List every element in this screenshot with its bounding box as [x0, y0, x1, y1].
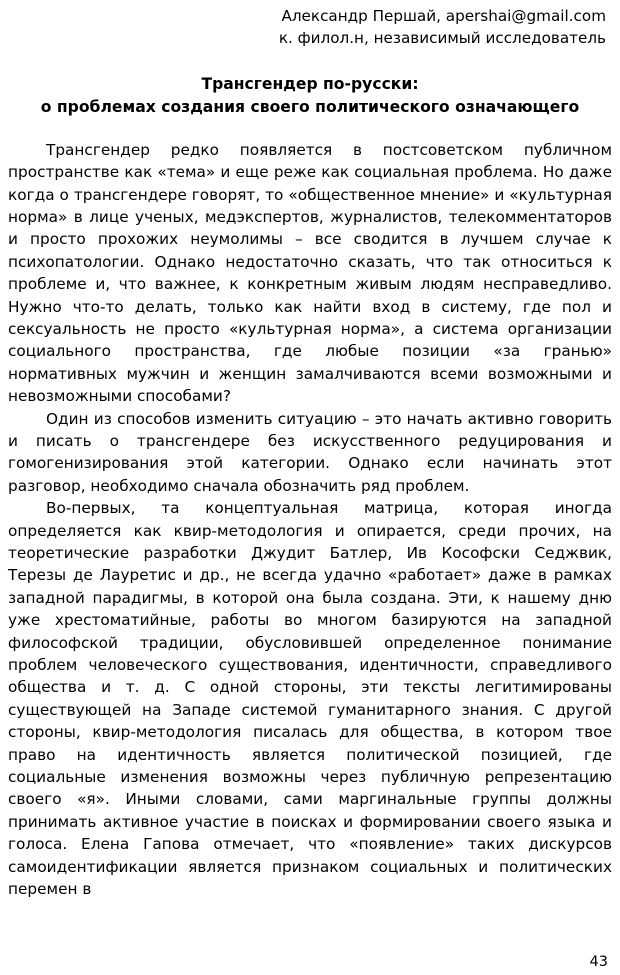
page-title	[0, 73, 620, 119]
author-block	[0, 0, 620, 49]
body-text	[0, 139, 620, 901]
paragraph: Во-первых, та концептуальная матрица, которая иногда определяется как квир-методология и опирается, среди прочих, на теоретические разработки Джудит Батлер, Ив Кософски Седжвик, Терезы де Лауретис и др., не всегда удачно «работает» даже в рамках западной парадигмы, в которой она была создана. Эти, к нашему дню уже хрестоматийные, работы во многом базируются на западной философской традиции, обусловившей определенное понимание проблем человеческого существования, идентичности, справедливого общества и т. д. С одной стороны, эти тексты легитимированы существующей на Западе системой гуманитарного знания. С другой стороны, квир-методология писалась для общества, в котором твое право на идентичность является политической позицией, где социальные изменения возможны через публичную репрезентацию своего «я». Иными словами, сами маргинальные группы должны принимать активное участие в поисках и формировании своего языка и голоса. Елена Гапова отмечает, что «появление» таких дискурсов самоидентификации является признаком социальных и политических перемен в	[8, 499, 612, 899]
paragraph: Один из способов изменить ситуацию – это начать активно говорить и писать о трансгендере без искусственного редуцирования и гомогенизирования этой категории. Однако если начинать этот разговор, необходимо сначала обозначить ряд проблем.	[8, 409, 612, 495]
author-name-email: Александр Першай, apershai@gmail.com	[281, 7, 606, 25]
author-affiliation: к. филол.н, независимый исследователь	[278, 28, 606, 47]
paragraph: Трансгендер редко появляется в постсоветском публичном пространстве как «тема» и еще реже как социальная проблема. Но даже когда о трансгендере говорят, то «общественное мнение» и «культурная норма» в лице ученых, медэкспертов, журналистов, телекомментаторов и просто прохожих неумолимы – все сводится в лучшем случае к психопатологии. Однако недостаточно сказать, что так относиться к проблеме и, что важнее, к конкретным живым людям несправедливо. Нужно что-то делать, только как найти вход в систему, где пол и сексуальность не просто «культурная норма», а система организации социального пространства, где любые позиции «за гранью» нормативных мужчин и женщин замалчиваются всеми возможными и невозможными способами?	[8, 140, 612, 406]
page-number: 43	[589, 953, 608, 970]
title-line-2: о проблемах создания своего политического означающего	[40, 97, 580, 116]
title-line-1: Трансгендер по-русски:	[201, 75, 419, 94]
